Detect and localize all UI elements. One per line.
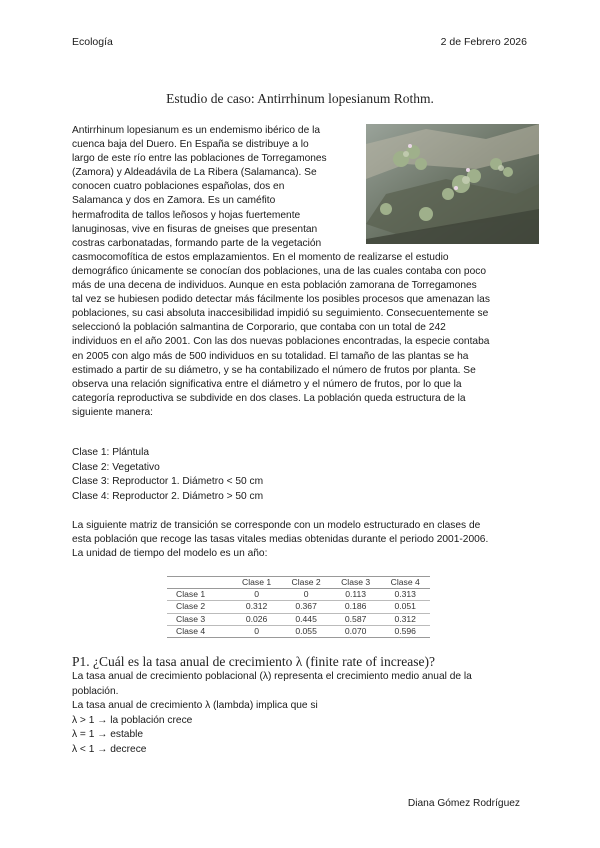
table-cell: 0.051 bbox=[380, 601, 430, 613]
table-cell: 0 bbox=[303, 589, 309, 600]
text-line: cuenca baja del Duero. En España se distribuye a lo bbox=[72, 139, 309, 151]
table-cell: 0.186 bbox=[331, 601, 381, 613]
table-header-row bbox=[167, 577, 430, 589]
list-item: Clase 3: Reproductor 1. Diámetro < 50 cm bbox=[72, 476, 264, 488]
text-line: estimado a partir de su diámetro, y se ha contabilizado el número de frutos por planta. Se bbox=[72, 364, 476, 376]
text-line: lanuginosas, vive en fisuras de gneises que presentan bbox=[72, 223, 318, 235]
matrix-intro-paragraph bbox=[72, 519, 527, 561]
text-line: hermafrodita de tallos leñosos y hojas fuertemente bbox=[72, 209, 301, 221]
table-cell: 0 bbox=[254, 589, 259, 600]
text-line: Antirrhinum lopesianum es un endemismo ibérico de la bbox=[72, 125, 321, 136]
text-line: La siguiente matriz de transición se corresponde con un modelo estructurado en clases de bbox=[72, 520, 481, 531]
text-line: conocen cuatro poblaciones españolas, dos en bbox=[72, 181, 285, 193]
text-line: La tasa anual de crecimiento poblacional (λ) representa el crecimiento medio anual de la bbox=[72, 671, 472, 682]
table-header bbox=[167, 577, 232, 589]
table-header: Clase 4 bbox=[380, 577, 430, 589]
footer-author: Diana Gómez Rodríguez bbox=[407, 798, 520, 809]
table-cell: 0.313 bbox=[394, 589, 416, 600]
text-line: tal vez se hubiesen podido detectar más fácilmente los posibles procesos que amenazan las bbox=[72, 294, 490, 306]
header-subject: Ecología bbox=[72, 36, 113, 48]
text-line: siguiente manera: bbox=[72, 406, 153, 418]
table-header: Clase 1 bbox=[232, 577, 282, 589]
transition-matrix bbox=[167, 576, 430, 638]
table-row bbox=[167, 625, 430, 637]
table-cell: 0.055 bbox=[281, 625, 331, 637]
text-line: casmocomofítica de estos emplazamientos. En el momento de realizarse el estudio bbox=[72, 251, 449, 263]
table-cell: 0.312 bbox=[380, 613, 430, 625]
text-line: largo de este río entre las poblaciones de Torregamones bbox=[72, 153, 327, 165]
list-item: Clase 4: Reproductor 2. Diámetro > 50 cm bbox=[72, 491, 264, 503]
text-line: demográfico únicamente se conocían dos poblaciones, una de las cuales contaba con poco bbox=[72, 265, 487, 277]
table-cell: 0.367 bbox=[281, 601, 331, 613]
text-line: costras carbonatadas, formando parte de la vegetación bbox=[72, 237, 322, 249]
text-line: λ > 1 → la población crece bbox=[72, 714, 193, 726]
text-line: (Zamora) y Aldeadávila de La Ribera (Salamanca). Se bbox=[72, 167, 317, 179]
answer-block bbox=[72, 670, 532, 758]
text-line: λ < 1 → decrece bbox=[72, 743, 147, 755]
text-line: en 2005 con algo más de 500 individuos en su totalidad. El tamaño de las plantas se ha bbox=[72, 350, 469, 362]
table-cell: 0.596 bbox=[380, 625, 430, 637]
table-header: Clase 2 bbox=[281, 577, 331, 589]
intro-paragraph bbox=[72, 124, 527, 420]
text-line: λ = 1 → estable bbox=[72, 729, 144, 741]
list-item: Clase 2: Vegetativo bbox=[72, 461, 160, 473]
document-title: Estudio de caso: Antirrhinum lopesianum Rothm. bbox=[166, 91, 434, 106]
table-row bbox=[167, 589, 430, 601]
table-cell: Clase 1 bbox=[176, 589, 206, 600]
text-line: esta población que recoge las tasas vitales medias obtenidas durante el periodo 2001-2006. bbox=[72, 534, 489, 546]
table-header: Clase 3 bbox=[331, 577, 381, 589]
header-date: 2 de Febrero 2026 bbox=[440, 36, 527, 48]
text-line: seleccionó la población salmantina de Corporario, que contaba con un total de 242 bbox=[72, 322, 446, 334]
table-cell: 0.587 bbox=[331, 613, 381, 625]
table-cell: 0.312 bbox=[232, 601, 282, 613]
text-line: categoría reproductiva se subdivide en dos clases. La población queda estructura de la bbox=[72, 392, 466, 404]
table-cell: Clase 2 bbox=[167, 601, 232, 613]
table-cell: Clase 4 bbox=[167, 625, 232, 637]
text-line: La tasa anual de crecimiento λ (lambda) implica que si bbox=[72, 700, 318, 712]
class-list bbox=[72, 446, 263, 505]
text-line: población. bbox=[72, 685, 119, 697]
table-cell: 0.070 bbox=[331, 625, 381, 637]
table-cell: 0.113 bbox=[345, 589, 367, 600]
text-line: más de una decena de individuos. Aunque en esta población zamorana de Torregamones bbox=[72, 280, 477, 292]
table-cell: Clase 3 bbox=[167, 613, 232, 625]
table-cell: 0 bbox=[232, 625, 282, 637]
text-line: poblaciones, su casi absoluta inaccesibilidad impidió su seguimiento. Consecuentemente se bbox=[72, 308, 489, 320]
text-line: Salamanca y dos en Zamora. Es un caméfito bbox=[72, 195, 276, 207]
table-cell: 0.445 bbox=[281, 613, 331, 625]
list-item: Clase 1: Plántula bbox=[72, 447, 150, 458]
text-line: La unidad de tiempo del modelo es un año: bbox=[72, 548, 268, 560]
table-row bbox=[167, 601, 430, 613]
text-line: observa una relación significativa entre el diámetro y el número de frutos, por lo que la bbox=[72, 378, 462, 390]
text-line: individuos en el año 2001. Con las dos nuevas poblaciones encontradas, la especie contaba bbox=[72, 336, 490, 348]
question-heading: P1. ¿Cuál es la tasa anual de crecimiento λ (finite rate of increase)? bbox=[72, 654, 436, 669]
table-row bbox=[167, 613, 430, 625]
table-cell: 0.026 bbox=[232, 613, 282, 625]
